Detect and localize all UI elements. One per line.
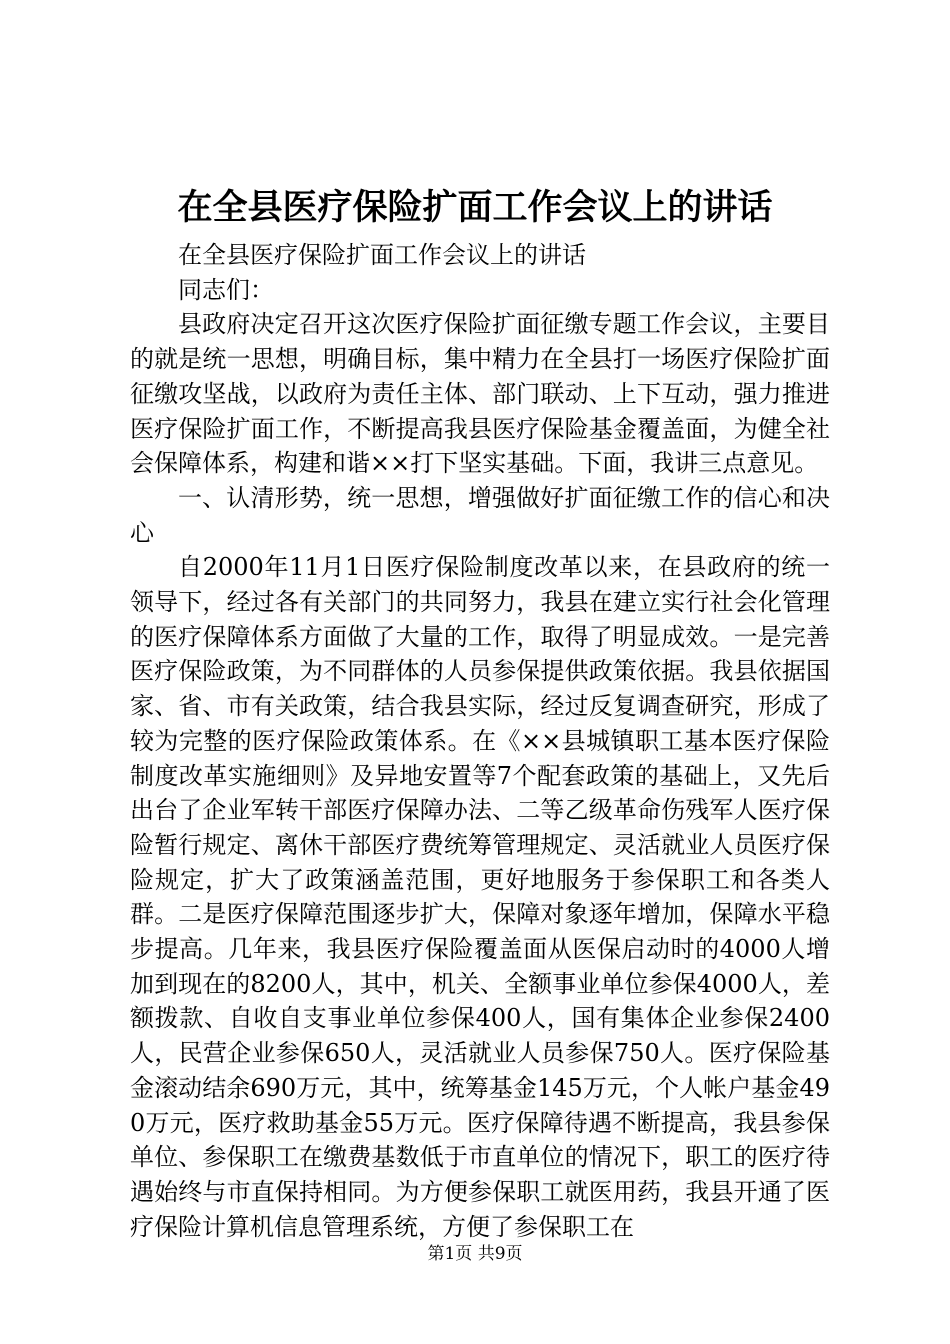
section-heading-1: 一、认清形势，统一思想，增强做好扩面征缴工作的信心和决心: [130, 483, 830, 547]
document-body: [130, 238, 830, 1244]
intro-paragraph: 县政府决定召开这次医疗保险扩面征缴专题工作会议，主要目的就是统一思想，明确目标，集中精力在全县打一场医疗保险扩面征缴攻坚战，以政府为责任主体、部门联动、上下互动，强力推进医疗保险扩面工作，不断提高我县医疗保险基金覆盖面，为健全社会保障体系，构建和谐××打下坚实基础。下面，我讲三点意见。: [130, 310, 830, 478]
document-title: 在全县医疗保险扩面工作会议上的讲话: [177, 187, 773, 228]
subtitle-paragraph: 在全县医疗保险扩面工作会议上的讲话: [178, 241, 586, 269]
salutation-paragraph: 同志们：: [178, 275, 274, 304]
page-footer: 第1页 共9页: [427, 1244, 523, 1264]
body-paragraph: 自2000年11月1日医疗保险制度改革以来，在县政府的统一领导下，经过各有关部门的共同努力，我县在建立实行社会化管理的医疗保障体系方面做了大量的工作，取得了明显成效。一是完善医疗保险政策，为不同群体的人员参保提供政策依据。我县依据国家、省、市有关政策，结合我县实际，经过反复调查研究，形成了较为完整的医疗保险政策体系。在《××县城镇职工基本医疗保险制度改革实施细则》及异地安置等7个配套政策的基础上，又先后出台了企业军转干部医疗保障办法、二等乙级革命伤残军人医疗保险暂行规定、离休干部医疗费统筹管理规定、灵活就业人员医疗保险规定，扩大了政策涵盖范围，更好地服务于参保职工和各类人群。二是医疗保障范围逐步扩大，保障对象逐年增加，保障水平稳步提高。几年来，我县医疗保险覆盖面从医保启动时的4000人增加到现在的8200人，其中，机关、全额事业单位参保4000人，差额拨款、自收自支事业单位参保400人，国有集体企业参保2400人，民营企业参保650人，灵活就业人员参保750人。医疗保险基金滚动结余690万元，其中，统筹基金145万元，个人帐户基金490万元，医疗救助基金55万元。医疗保障待遇不断提高，我县参保单位、参保职工在缴费基数低于市直单位的情况下，职工的医疗待遇始终与市直保持相同。为方便参保职工就医用药，我县开通了医疗保险计算机信息管理系统，方便了参保职工在: [130, 553, 830, 1241]
